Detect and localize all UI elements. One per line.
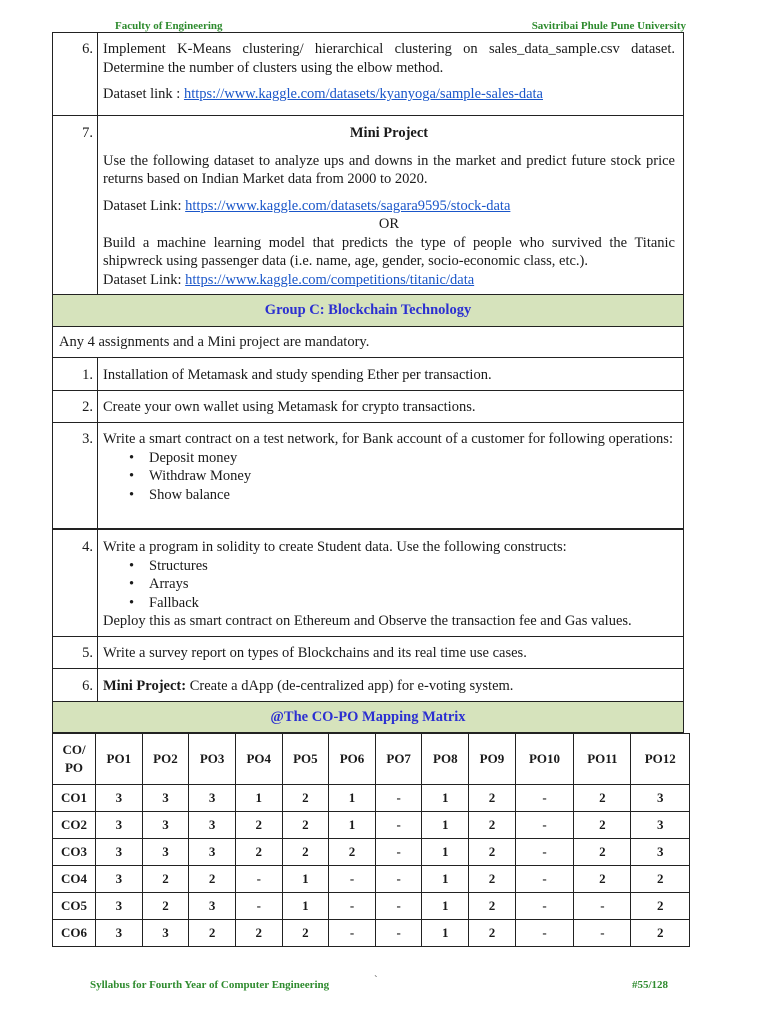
- co-label: CO5: [53, 893, 96, 920]
- table-cell: 2: [469, 866, 516, 893]
- table-cell: -: [375, 866, 422, 893]
- corner-header: [53, 734, 96, 785]
- table-cell: 3: [96, 839, 143, 866]
- table-cell: -: [375, 839, 422, 866]
- header-university: Savitribai Phule Pune University: [531, 20, 686, 32]
- row-number: 4.: [53, 530, 98, 636]
- blockchain-item-2: [52, 391, 684, 423]
- table-cell: 3: [142, 839, 189, 866]
- item-after-text: Deploy this as smart contract on Ethereum and Observe the transaction fee and Gas values.: [103, 613, 632, 629]
- bullet-fallback: • Fallback: [149, 594, 675, 613]
- table-cell: 2: [142, 893, 189, 920]
- table-cell: 1: [329, 785, 376, 812]
- mini-project-title: Mini Project: [349, 125, 429, 141]
- column-header: PO7: [375, 734, 422, 785]
- assignment-row-7: [52, 116, 684, 295]
- table-cell: 1: [422, 785, 469, 812]
- item-text: Installation of Metamask and study spending Ether per transaction.: [103, 367, 492, 383]
- co-label: CO4: [53, 866, 96, 893]
- table-row: [53, 866, 690, 893]
- table-cell: 2: [469, 839, 516, 866]
- table-cell: -: [375, 812, 422, 839]
- table-cell: 2: [574, 866, 631, 893]
- table-cell: 1: [422, 839, 469, 866]
- item-text: Create your own wallet using Metamask for crypto transactions.: [103, 399, 476, 415]
- table-cell: -: [375, 920, 422, 947]
- operations-list: [103, 449, 675, 505]
- table-cell: 2: [282, 812, 329, 839]
- dataset-label: Dataset link :: [103, 86, 184, 102]
- table-cell: 3: [142, 920, 189, 947]
- column-header: PO5: [282, 734, 329, 785]
- table-cell: -: [375, 785, 422, 812]
- table-cell: -: [574, 893, 631, 920]
- blockchain-item-6: [52, 669, 684, 702]
- dataset-label: Dataset Link:: [103, 197, 186, 214]
- constructs-list: [103, 557, 675, 613]
- table-cell: 3: [189, 812, 236, 839]
- table-cell: 1: [422, 893, 469, 920]
- row-number: 6.: [53, 669, 98, 701]
- table-header-row: [53, 734, 690, 785]
- table-cell: 1: [422, 920, 469, 947]
- table-cell: 3: [631, 812, 690, 839]
- table-cell: 2: [469, 812, 516, 839]
- blockchain-item-5: [52, 637, 684, 669]
- mini-project-text-1: Use the following dataset to analyze ups and downs in the market and predict future stock price returns based on Indian Market data from 2000 to 2020.: [103, 152, 675, 187]
- table-cell: 1: [422, 812, 469, 839]
- mini-project-label: Mini Project:: [103, 678, 187, 694]
- corner-line-1: CO/: [62, 742, 86, 757]
- table-cell: 1: [422, 866, 469, 893]
- table-cell: -: [515, 812, 574, 839]
- assignment-row-6: [52, 32, 684, 116]
- table-cell: 3: [96, 893, 143, 920]
- dataset-link[interactable]: https://www.kaggle.com/datasets/kyanyoga/sample-sales-data: [183, 86, 543, 102]
- co-po-mapping-heading: @The CO-PO Mapping Matrix: [52, 702, 684, 733]
- column-header: PO8: [422, 734, 469, 785]
- dataset-line: [103, 85, 675, 104]
- table-cell: -: [574, 920, 631, 947]
- table-cell: 3: [96, 812, 143, 839]
- group-c-heading: Group C: Blockchain Technology: [52, 295, 684, 327]
- table-cell: -: [515, 893, 574, 920]
- table-cell: -: [329, 893, 376, 920]
- table-cell: -: [235, 893, 282, 920]
- table-cell: -: [515, 785, 574, 812]
- bullet-arrays: • Arrays: [149, 575, 675, 594]
- table-cell: 2: [189, 866, 236, 893]
- header-faculty: Faculty of Engineering: [115, 20, 223, 32]
- footer-mark: `: [374, 974, 378, 986]
- table-row: [53, 893, 690, 920]
- table-cell: 2: [282, 785, 329, 812]
- table-cell: 2: [469, 920, 516, 947]
- co-po-mapping-table: [52, 733, 690, 947]
- column-header: PO11: [574, 734, 631, 785]
- column-header: PO4: [235, 734, 282, 785]
- intro-text: Any 4 assignments and a Mini project are mandatory.: [59, 334, 370, 350]
- table-cell: 1: [329, 812, 376, 839]
- table-cell: 2: [631, 893, 690, 920]
- column-header: PO1: [96, 734, 143, 785]
- blockchain-item-1: [52, 358, 684, 391]
- table-row: [53, 920, 690, 947]
- blockchain-item-3: [52, 423, 684, 529]
- table-row: [53, 812, 690, 839]
- bullet-structures: • Structures: [149, 557, 675, 576]
- dataset-link-titanic[interactable]: https://www.kaggle.com/competitions/titanic/data: [185, 271, 475, 288]
- column-header: PO3: [189, 734, 236, 785]
- table-cell: 2: [235, 920, 282, 947]
- corner-line-2: PO: [64, 760, 84, 775]
- table-cell: 3: [189, 839, 236, 866]
- dataset-label: Dataset Link:: [103, 271, 186, 288]
- item-text: Write a program in solidity to create Student data. Use the following constructs:: [103, 539, 567, 555]
- column-header: PO12: [631, 734, 690, 785]
- table-cell: 2: [235, 839, 282, 866]
- or-separator: OR: [378, 216, 400, 232]
- table-cell: 3: [142, 785, 189, 812]
- table-cell: 2: [235, 812, 282, 839]
- table-cell: 3: [96, 866, 143, 893]
- footer-syllabus: Syllabus for Fourth Year of Computer Engineering: [90, 979, 330, 991]
- dataset-line-2: [103, 271, 675, 290]
- table-cell: 2: [631, 866, 690, 893]
- table-cell: 1: [235, 785, 282, 812]
- row-number: 1.: [53, 358, 98, 390]
- mini-project-text-2: Build a machine learning model that predicts the type of people who survived the Titanic shipwreck using passenger data (i.e. name, age, gender, socio-economic class, etc.).: [103, 234, 675, 269]
- item-text: Write a smart contract on a test network, for Bank account of a customer for following operations:: [103, 431, 673, 447]
- table-cell: 2: [631, 920, 690, 947]
- bullet-deposit: • Deposit money: [149, 449, 675, 468]
- item-text: Create a dApp (de-centralized app) for e-voting system.: [186, 678, 514, 694]
- group-c-intro: [52, 327, 684, 358]
- table-cell: -: [329, 866, 376, 893]
- table-cell: 2: [574, 785, 631, 812]
- table-cell: 3: [142, 812, 189, 839]
- column-header: PO2: [142, 734, 189, 785]
- table-row: [53, 785, 690, 812]
- table-cell: 3: [631, 839, 690, 866]
- co-label: CO2: [53, 812, 96, 839]
- row-number: 5.: [53, 637, 98, 668]
- table-cell: 2: [469, 785, 516, 812]
- row-number: 7.: [53, 116, 98, 294]
- bullet-balance: • Show balance: [149, 486, 675, 505]
- table-cell: 2: [282, 839, 329, 866]
- item-text: Write a survey report on types of Blockchains and its real time use cases.: [103, 645, 527, 661]
- table-cell: 2: [189, 920, 236, 947]
- table-cell: -: [235, 866, 282, 893]
- table-cell: -: [515, 920, 574, 947]
- table-cell: -: [329, 920, 376, 947]
- table-cell: 3: [96, 785, 143, 812]
- table-cell: 3: [631, 785, 690, 812]
- table-cell: -: [515, 866, 574, 893]
- footer-page-number: #55/128: [631, 979, 668, 991]
- table-cell: -: [515, 839, 574, 866]
- co-label: CO1: [53, 785, 96, 812]
- assignment-text: Implement K-Means clustering/ hierarchical clustering on sales_data_sample.csv dataset. Determine the number of clusters using the elbow method.: [103, 41, 675, 76]
- bullet-withdraw: • Withdraw Money: [149, 467, 675, 486]
- co-label: CO3: [53, 839, 96, 866]
- table-cell: 3: [96, 920, 143, 947]
- table-cell: 1: [282, 893, 329, 920]
- table-cell: 2: [574, 812, 631, 839]
- row-number: 2.: [53, 391, 98, 422]
- column-header: PO10: [515, 734, 574, 785]
- co-label: CO6: [53, 920, 96, 947]
- column-header: PO9: [469, 734, 516, 785]
- blockchain-item-4: [52, 529, 684, 637]
- table-cell: 2: [574, 839, 631, 866]
- row-number: 6.: [53, 33, 98, 115]
- table-cell: 2: [282, 920, 329, 947]
- table-cell: -: [375, 893, 422, 920]
- table-cell: 1: [282, 866, 329, 893]
- table-cell: 2: [142, 866, 189, 893]
- dataset-link-stock[interactable]: https://www.kaggle.com/datasets/sagara9595/stock-data: [185, 197, 511, 214]
- table-cell: 3: [189, 893, 236, 920]
- dataset-line-1: [103, 197, 675, 216]
- table-cell: 2: [329, 839, 376, 866]
- column-header: PO6: [329, 734, 376, 785]
- table-row: [53, 839, 690, 866]
- table-cell: 2: [469, 893, 516, 920]
- table-cell: 3: [189, 785, 236, 812]
- row-number: 3.: [53, 423, 98, 528]
